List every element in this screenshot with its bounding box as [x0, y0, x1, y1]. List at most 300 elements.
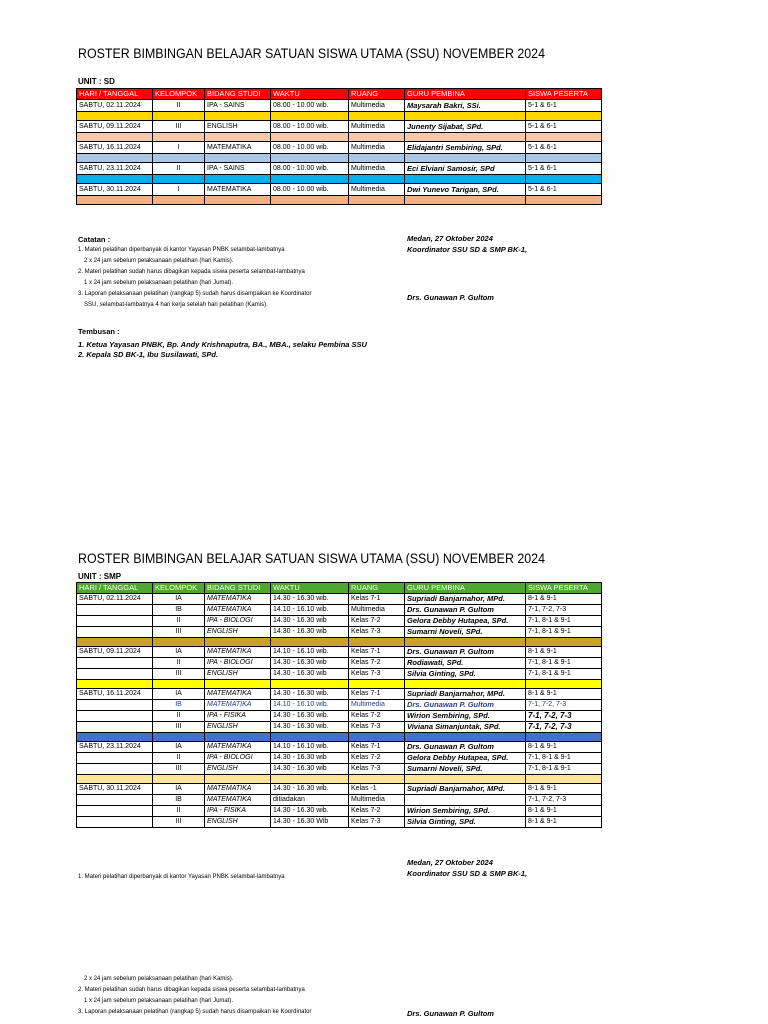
table-row [77, 658, 602, 669]
teacher-cell: Maysarah Bakri, SSi. [405, 100, 526, 112]
date-cell: SABTU, 02.11.2024 [77, 100, 153, 112]
time-cell: 14.30 - 16.30 wib [271, 753, 349, 764]
sign-date: Medan, 27 Oktober 2024 [407, 858, 493, 867]
room-cell: Multimedia [349, 142, 405, 154]
time-cell: 14.10 - 16.10 wib. [271, 605, 349, 616]
time-cell: 14.30 - 16.30 wib [271, 658, 349, 669]
separator-row [77, 196, 602, 205]
table-row [77, 742, 602, 753]
students-cell: 7-1, 7-2, 7-3 [526, 605, 602, 616]
date-cell: SABTU, 09.11.2024 [77, 121, 153, 133]
date-cell [77, 700, 153, 711]
col-header: HARI / TANGGAL [77, 583, 153, 594]
table-row [77, 594, 602, 605]
students-cell: 7-1, 8-1 & 9-1 [526, 669, 602, 680]
group-cell: IA [153, 784, 205, 795]
separator-cell [526, 112, 602, 121]
time-cell: 08.00 - 10.00 wib. [271, 100, 349, 112]
group-cell: IA [153, 647, 205, 658]
room-cell: Kelas -1 [349, 784, 405, 795]
separator-cell [77, 175, 153, 184]
col-header: WAKTU [271, 583, 349, 594]
teacher-cell: Viviana Simanjuntak, SPd. [405, 722, 526, 733]
table-row [77, 764, 602, 775]
separator-cell [349, 133, 405, 142]
room-cell: Kelas 7-2 [349, 753, 405, 764]
note-line: 2. Materi pelatihan sudah harus dibagikan kepada siswa peserta selambat-lambatnya [78, 269, 305, 275]
time-cell: 14.30 - 16.30 Wib [271, 817, 349, 828]
group-cell: III [153, 817, 205, 828]
subject-cell: ENGLISH [205, 764, 271, 775]
separator-cell [153, 775, 205, 784]
group-cell: II [153, 163, 205, 175]
time-cell: 08.00 - 10.00 wib. [271, 121, 349, 133]
teacher-cell: Drs. Gunawan P. Gultom [405, 742, 526, 753]
time-cell: 08.00 - 10.00 wib. [271, 163, 349, 175]
students-cell: 5-1 & 6-1 [526, 142, 602, 154]
separator-cell [271, 112, 349, 121]
separator-cell [153, 112, 205, 121]
date-cell [77, 806, 153, 817]
time-cell: 14.30 - 16.30 wib. [271, 784, 349, 795]
room-cell: Multimedia [349, 795, 405, 806]
subject-cell: MATEMATIKA [205, 594, 271, 605]
separator-cell [271, 175, 349, 184]
teacher-cell: Silvia Ginting, SPd. [405, 817, 526, 828]
separator-cell [526, 638, 602, 647]
date-cell [77, 722, 153, 733]
table-row [77, 627, 602, 638]
group-cell: IA [153, 594, 205, 605]
group-cell: II [153, 100, 205, 112]
separator-cell [205, 133, 271, 142]
separator-cell [205, 680, 271, 689]
separator-cell [77, 154, 153, 163]
separator-cell [205, 733, 271, 742]
students-cell: 5-1 & 6-1 [526, 100, 602, 112]
date-cell [77, 753, 153, 764]
time-cell: 14.30 - 16.30 wib [271, 616, 349, 627]
room-cell: Kelas 7-2 [349, 711, 405, 722]
teacher-cell: Elidajantri Sembiring, SPd. [405, 142, 526, 154]
subject-cell: MATEMATIKA [205, 742, 271, 753]
table-row [77, 100, 602, 112]
smp-note-line: 1. Materi pelatihan diperbanyak di kantor Yayasan PNBK selambat-lambatnya [78, 874, 285, 880]
separator-cell [271, 775, 349, 784]
separator-row [77, 133, 602, 142]
room-cell: Multimedia [349, 163, 405, 175]
teacher-cell: Sumarni Noveli, SPd. [405, 627, 526, 638]
group-cell: III [153, 764, 205, 775]
table-row [77, 753, 602, 764]
subject-cell: MATEMATIKA [205, 700, 271, 711]
time-cell: 14.10 - 16.10 wib. [271, 647, 349, 658]
group-cell: I [153, 142, 205, 154]
teacher-cell: Silvia Ginting, SPd. [405, 669, 526, 680]
col-header: SISWA PESERTA [526, 583, 602, 594]
group-cell: II [153, 753, 205, 764]
teacher-cell: Supriadi Banjarnahor, MPd. [405, 784, 526, 795]
separator-cell [349, 775, 405, 784]
group-cell: III [153, 121, 205, 133]
room-cell: Kelas 7-1 [349, 742, 405, 753]
group-cell: IA [153, 689, 205, 700]
group-cell: IA [153, 742, 205, 753]
time-cell: 14.30 - 16.30 wib. [271, 711, 349, 722]
sign-role: Koordinator SSU SD & SMP BK-1, [407, 245, 528, 254]
note-line: 1. Materi pelatihan diperbanyak di kantor Yayasan PNBK selambat-lambatnya [78, 247, 285, 253]
group-cell: IB [153, 700, 205, 711]
separator-cell [153, 175, 205, 184]
sd-table-header [77, 89, 602, 100]
table-row [77, 700, 602, 711]
students-cell: 8-1 & 9-1 [526, 742, 602, 753]
date-cell [77, 627, 153, 638]
date-cell: SABTU, 23.11.2024 [77, 742, 153, 753]
date-cell: SABTU, 30.11.2024 [77, 184, 153, 196]
students-cell: 5-1 & 6-1 [526, 184, 602, 196]
separator-cell [349, 638, 405, 647]
students-cell: 7-1, 7-2, 7-3 [526, 700, 602, 711]
subject-cell: ENGLISH [205, 817, 271, 828]
subject-cell: ENGLISH [205, 627, 271, 638]
table-row [77, 722, 602, 733]
subject-cell: IPA - SAINS [205, 163, 271, 175]
time-cell: 14.30 - 16.30 wib. [271, 689, 349, 700]
note-line: SSU, selambat-lambatnya 4 hari kerja setelah hari pelatihan (Kamis). [84, 302, 268, 308]
students-cell: 8-1 & 9-1 [526, 784, 602, 795]
room-cell: Multimedia [349, 184, 405, 196]
col-header: BIDANG STUDI [205, 89, 271, 100]
students-cell: 7-1, 8-1 & 9-1 [526, 627, 602, 638]
time-cell: 14.30 - 16.30 wib. [271, 594, 349, 605]
separator-cell [77, 733, 153, 742]
subject-cell: ENGLISH [205, 722, 271, 733]
sign-name: Drs. Gunawan P. Gultom [407, 293, 494, 302]
subject-cell: MATEMATIKA [205, 689, 271, 700]
students-cell: 8-1 & 9-1 [526, 689, 602, 700]
date-cell [77, 605, 153, 616]
room-cell: Multimedia [349, 605, 405, 616]
room-cell: Kelas 7-3 [349, 817, 405, 828]
separator-cell [205, 175, 271, 184]
teacher-cell: Drs. Gunawan P. Gultom [405, 647, 526, 658]
tembusan-item: 2. Kepala SD BK-1, Ibu Susilawati, SPd. [78, 350, 219, 359]
separator-cell [205, 154, 271, 163]
sd-sign-block [407, 233, 527, 255]
subject-cell: MATEMATIKA [205, 647, 271, 658]
sign-role: Koordinator SSU SD & SMP BK-1, [407, 869, 528, 878]
teacher-cell: Drs. Gunawan P. Gultom [405, 605, 526, 616]
table-row [77, 184, 602, 196]
table-row [77, 121, 602, 133]
separator-cell [405, 733, 526, 742]
students-cell: 7-1, 8-1 & 9-1 [526, 764, 602, 775]
separator-cell [405, 196, 526, 205]
sd-unit-label: UNIT : SD [78, 77, 115, 86]
separator-cell [405, 680, 526, 689]
tembusan-label: Tembusan : [78, 327, 120, 336]
teacher-cell: Supriadi Banjarnahor, MPd. [405, 689, 526, 700]
room-cell: Kelas 7-3 [349, 669, 405, 680]
table-row [77, 784, 602, 795]
date-cell: SABTU, 09.11.2024 [77, 647, 153, 658]
date-cell: SABTU, 16.11.2024 [77, 142, 153, 154]
room-cell: Multimedia [349, 121, 405, 133]
date-cell [77, 764, 153, 775]
separator-cell [77, 196, 153, 205]
separator-cell [77, 112, 153, 121]
subject-cell: IPA - BIOLOGI [205, 753, 271, 764]
separator-cell [349, 154, 405, 163]
separator-cell [526, 680, 602, 689]
teacher-cell: Junenty Sijabat, SPd. [405, 121, 526, 133]
smp-sign-name: Drs. Gunawan P. Gultom [407, 1009, 494, 1018]
col-header: WAKTU [271, 89, 349, 100]
subject-cell: IPA - BIOLOGI [205, 616, 271, 627]
subject-cell: MATEMATIKA [205, 784, 271, 795]
separator-cell [153, 733, 205, 742]
time-cell: 14.10 - 16.10 wib. [271, 700, 349, 711]
separator-cell [153, 133, 205, 142]
room-cell: Multimedia [349, 700, 405, 711]
students-cell: 7-1, 8-1 & 9-1 [526, 616, 602, 627]
students-cell: 7-1, 8-1 & 9-1 [526, 753, 602, 764]
separator-cell [271, 196, 349, 205]
separator-cell [77, 680, 153, 689]
separator-cell [271, 638, 349, 647]
separator-cell [271, 133, 349, 142]
table-row [77, 647, 602, 658]
time-cell: 14.10 - 16.10 wib. [271, 742, 349, 753]
subject-cell: IPA - SAINS [205, 100, 271, 112]
date-cell [77, 616, 153, 627]
group-cell: III [153, 627, 205, 638]
separator-cell [153, 638, 205, 647]
teacher-cell: Gelora Debby Hutapea, SPd. [405, 753, 526, 764]
sd-title: ROSTER BIMBINGAN BELAJAR SATUAN SISWA UTAMA (SSU) NOVEMBER 2024 [78, 46, 546, 61]
separator-row [77, 638, 602, 647]
separator-cell [526, 775, 602, 784]
separator-cell [405, 175, 526, 184]
separator-cell [205, 196, 271, 205]
date-cell: SABTU, 23.11.2024 [77, 163, 153, 175]
smp-notes [78, 974, 312, 1018]
col-header: HARI / TANGGAL [77, 89, 153, 100]
separator-cell [271, 154, 349, 163]
group-cell: III [153, 669, 205, 680]
smp-sign-block [407, 857, 527, 879]
table-row [77, 163, 602, 175]
separator-cell [349, 175, 405, 184]
separator-cell [205, 775, 271, 784]
date-cell: SABTU, 16.11.2024 [77, 689, 153, 700]
table-row [77, 689, 602, 700]
separator-row [77, 175, 602, 184]
smp-unit-label: UNIT : SMP [78, 572, 122, 581]
separator-cell [349, 733, 405, 742]
room-cell: Kelas 7-2 [349, 616, 405, 627]
room-cell: Kelas 7-2 [349, 806, 405, 817]
col-header: KELOMPOK [153, 89, 205, 100]
note-line: 2 x 24 jam sebelum pelaksanaan pelatihan (hari Kamis). [84, 258, 234, 264]
note-line: 3. Laporan pelaksanaan pelatihan (rangkap 5) sudah harus disampaikan ke Koordinator [78, 1009, 312, 1015]
table-row [77, 605, 602, 616]
col-header: SISWA PESERTA [526, 89, 602, 100]
smp-table-header [77, 583, 602, 594]
subject-cell: IPA - FISIKA [205, 806, 271, 817]
time-cell: 14.30 - 16.30 wib [271, 627, 349, 638]
teacher-cell: Wirion Sembiring, SPd. [405, 806, 526, 817]
room-cell: Multimedia [349, 100, 405, 112]
separator-cell [526, 733, 602, 742]
date-cell [77, 669, 153, 680]
col-header: RUANG [349, 89, 405, 100]
subject-cell: ENGLISH [205, 669, 271, 680]
subject-cell: MATEMATIKA [205, 795, 271, 806]
separator-cell [526, 154, 602, 163]
separator-cell [153, 196, 205, 205]
separator-cell [405, 638, 526, 647]
room-cell: Kelas 7-1 [349, 647, 405, 658]
separator-cell [526, 133, 602, 142]
sd-notes [78, 245, 312, 311]
students-cell: 7-1, 7-2, 7-3 [526, 795, 602, 806]
subject-cell: IPA - FISIKA [205, 711, 271, 722]
group-cell: IB [153, 605, 205, 616]
subject-cell: MATEMATIKA [205, 184, 271, 196]
separator-cell [526, 175, 602, 184]
col-header: GURU PEMBINA [405, 583, 526, 594]
separator-cell [405, 775, 526, 784]
room-cell: Kelas 7-1 [349, 689, 405, 700]
teacher-cell: Supriadi Banjarnahor, MPd. [405, 594, 526, 605]
time-cell: 08.00 - 10.00 wib. [271, 142, 349, 154]
catatan-label: Catatan : [78, 235, 111, 244]
note-line: 2 x 24 jam sebelum pelaksanaan pelatihan (hari Kamis). [84, 976, 234, 982]
separator-row [77, 775, 602, 784]
date-cell [77, 795, 153, 806]
table-row [77, 669, 602, 680]
separator-cell [153, 154, 205, 163]
tembusan-item: 1. Ketua Yayasan PNBK, Bp. Andy Krishnaputra, BA., MBA., selaku Pembina SSU [78, 340, 367, 349]
separator-row [77, 680, 602, 689]
separator-cell [153, 680, 205, 689]
separator-cell [271, 733, 349, 742]
room-cell: Kelas 7-3 [349, 627, 405, 638]
table-row [77, 806, 602, 817]
students-cell: 7-1, 8-1 & 9-1 [526, 658, 602, 669]
group-cell: III [153, 722, 205, 733]
note-line: 1 x 24 jam sebelum pelaksanaan pelatihan (hari Jumat). [84, 280, 234, 286]
time-cell: 14.30 - 16.30 wib [271, 764, 349, 775]
sd-roster-table [76, 88, 602, 205]
students-cell: 8-1 & 9-1 [526, 594, 602, 605]
separator-row [77, 154, 602, 163]
separator-cell [205, 638, 271, 647]
subject-cell: IPA - BIOLOGI [205, 658, 271, 669]
separator-cell [271, 680, 349, 689]
group-cell: II [153, 616, 205, 627]
separator-cell [405, 133, 526, 142]
separator-cell [349, 196, 405, 205]
room-cell: Kelas 7-1 [349, 594, 405, 605]
group-cell: II [153, 658, 205, 669]
date-cell [77, 711, 153, 722]
teacher-cell: Eci Elviani Samosir, SPd [405, 163, 526, 175]
time-cell: 08.00 - 10.00 wib. [271, 184, 349, 196]
note-line: 1 x 24 jam sebelum pelaksanaan pelatihan (hari Jumat). [84, 998, 234, 1004]
teacher-cell [405, 795, 526, 806]
date-cell [77, 817, 153, 828]
students-cell: 8-1 & 9-1 [526, 647, 602, 658]
teacher-cell: Dwi Yunevo Tarigan, SPd. [405, 184, 526, 196]
students-cell: 8-1 & 9-1 [526, 806, 602, 817]
room-cell: Kelas 7-3 [349, 764, 405, 775]
teacher-cell: Gelora Debby Hutapea, SPd. [405, 616, 526, 627]
date-cell: SABTU, 02.11.2024 [77, 594, 153, 605]
separator-cell [349, 680, 405, 689]
separator-row [77, 733, 602, 742]
separator-cell [205, 112, 271, 121]
separator-cell [405, 112, 526, 121]
col-header: BIDANG STUDI [205, 583, 271, 594]
tembusan-list [78, 340, 367, 360]
smp-roster-table [76, 582, 602, 828]
smp-title: ROSTER BIMBINGAN BELAJAR SATUAN SISWA UTAMA (SSU) NOVEMBER 2024 [78, 551, 546, 566]
group-cell: IB [153, 795, 205, 806]
separator-cell [526, 196, 602, 205]
group-cell: II [153, 711, 205, 722]
time-cell: 14.30 - 16.30 wib. [271, 806, 349, 817]
table-row [77, 795, 602, 806]
separator-cell [349, 112, 405, 121]
table-row [77, 711, 602, 722]
students-cell: 5-1 & 6-1 [526, 121, 602, 133]
room-cell: Kelas 7-2 [349, 658, 405, 669]
separator-cell [77, 775, 153, 784]
students-cell: 7-1, 7-2, 7-3 [526, 722, 602, 733]
time-cell: ditiadakan [271, 795, 349, 806]
separator-cell [77, 133, 153, 142]
time-cell: 14.30 - 16.30 wib [271, 669, 349, 680]
group-cell: I [153, 184, 205, 196]
teacher-cell: Rodiawati, SPd. [405, 658, 526, 669]
subject-cell: MATEMATIKA [205, 605, 271, 616]
sign-date: Medan, 27 Oktober 2024 [407, 234, 493, 243]
table-row [77, 142, 602, 154]
table-row [77, 817, 602, 828]
note-line: 2. Materi pelatihan sudah harus dibagikan kepada siswa peserta selambat-lambatnya [78, 987, 305, 993]
students-cell: 8-1 & 9-1 [526, 817, 602, 828]
col-header: RUANG [349, 583, 405, 594]
separator-cell [77, 638, 153, 647]
room-cell: Kelas 7-3 [349, 722, 405, 733]
separator-row [77, 112, 602, 121]
separator-cell [405, 154, 526, 163]
subject-cell: ENGLISH [205, 121, 271, 133]
teacher-cell: Wirion Sembiring, SPd. [405, 711, 526, 722]
subject-cell: MATEMATIKA [205, 142, 271, 154]
teacher-cell: Drs. Gunawan P. Gultom [405, 700, 526, 711]
note-line: 3. Laporan pelaksanaan pelatihan (rangkap 5) sudah harus disampaikan ke Koordinator [78, 291, 312, 297]
col-header: KELOMPOK [153, 583, 205, 594]
teacher-cell: Sumarni Noveli, SPd. [405, 764, 526, 775]
table-row [77, 616, 602, 627]
students-cell: 7-1, 7-2, 7-3 [526, 711, 602, 722]
col-header: GURU PEMBINA [405, 89, 526, 100]
date-cell: SABTU, 30.11.2024 [77, 784, 153, 795]
